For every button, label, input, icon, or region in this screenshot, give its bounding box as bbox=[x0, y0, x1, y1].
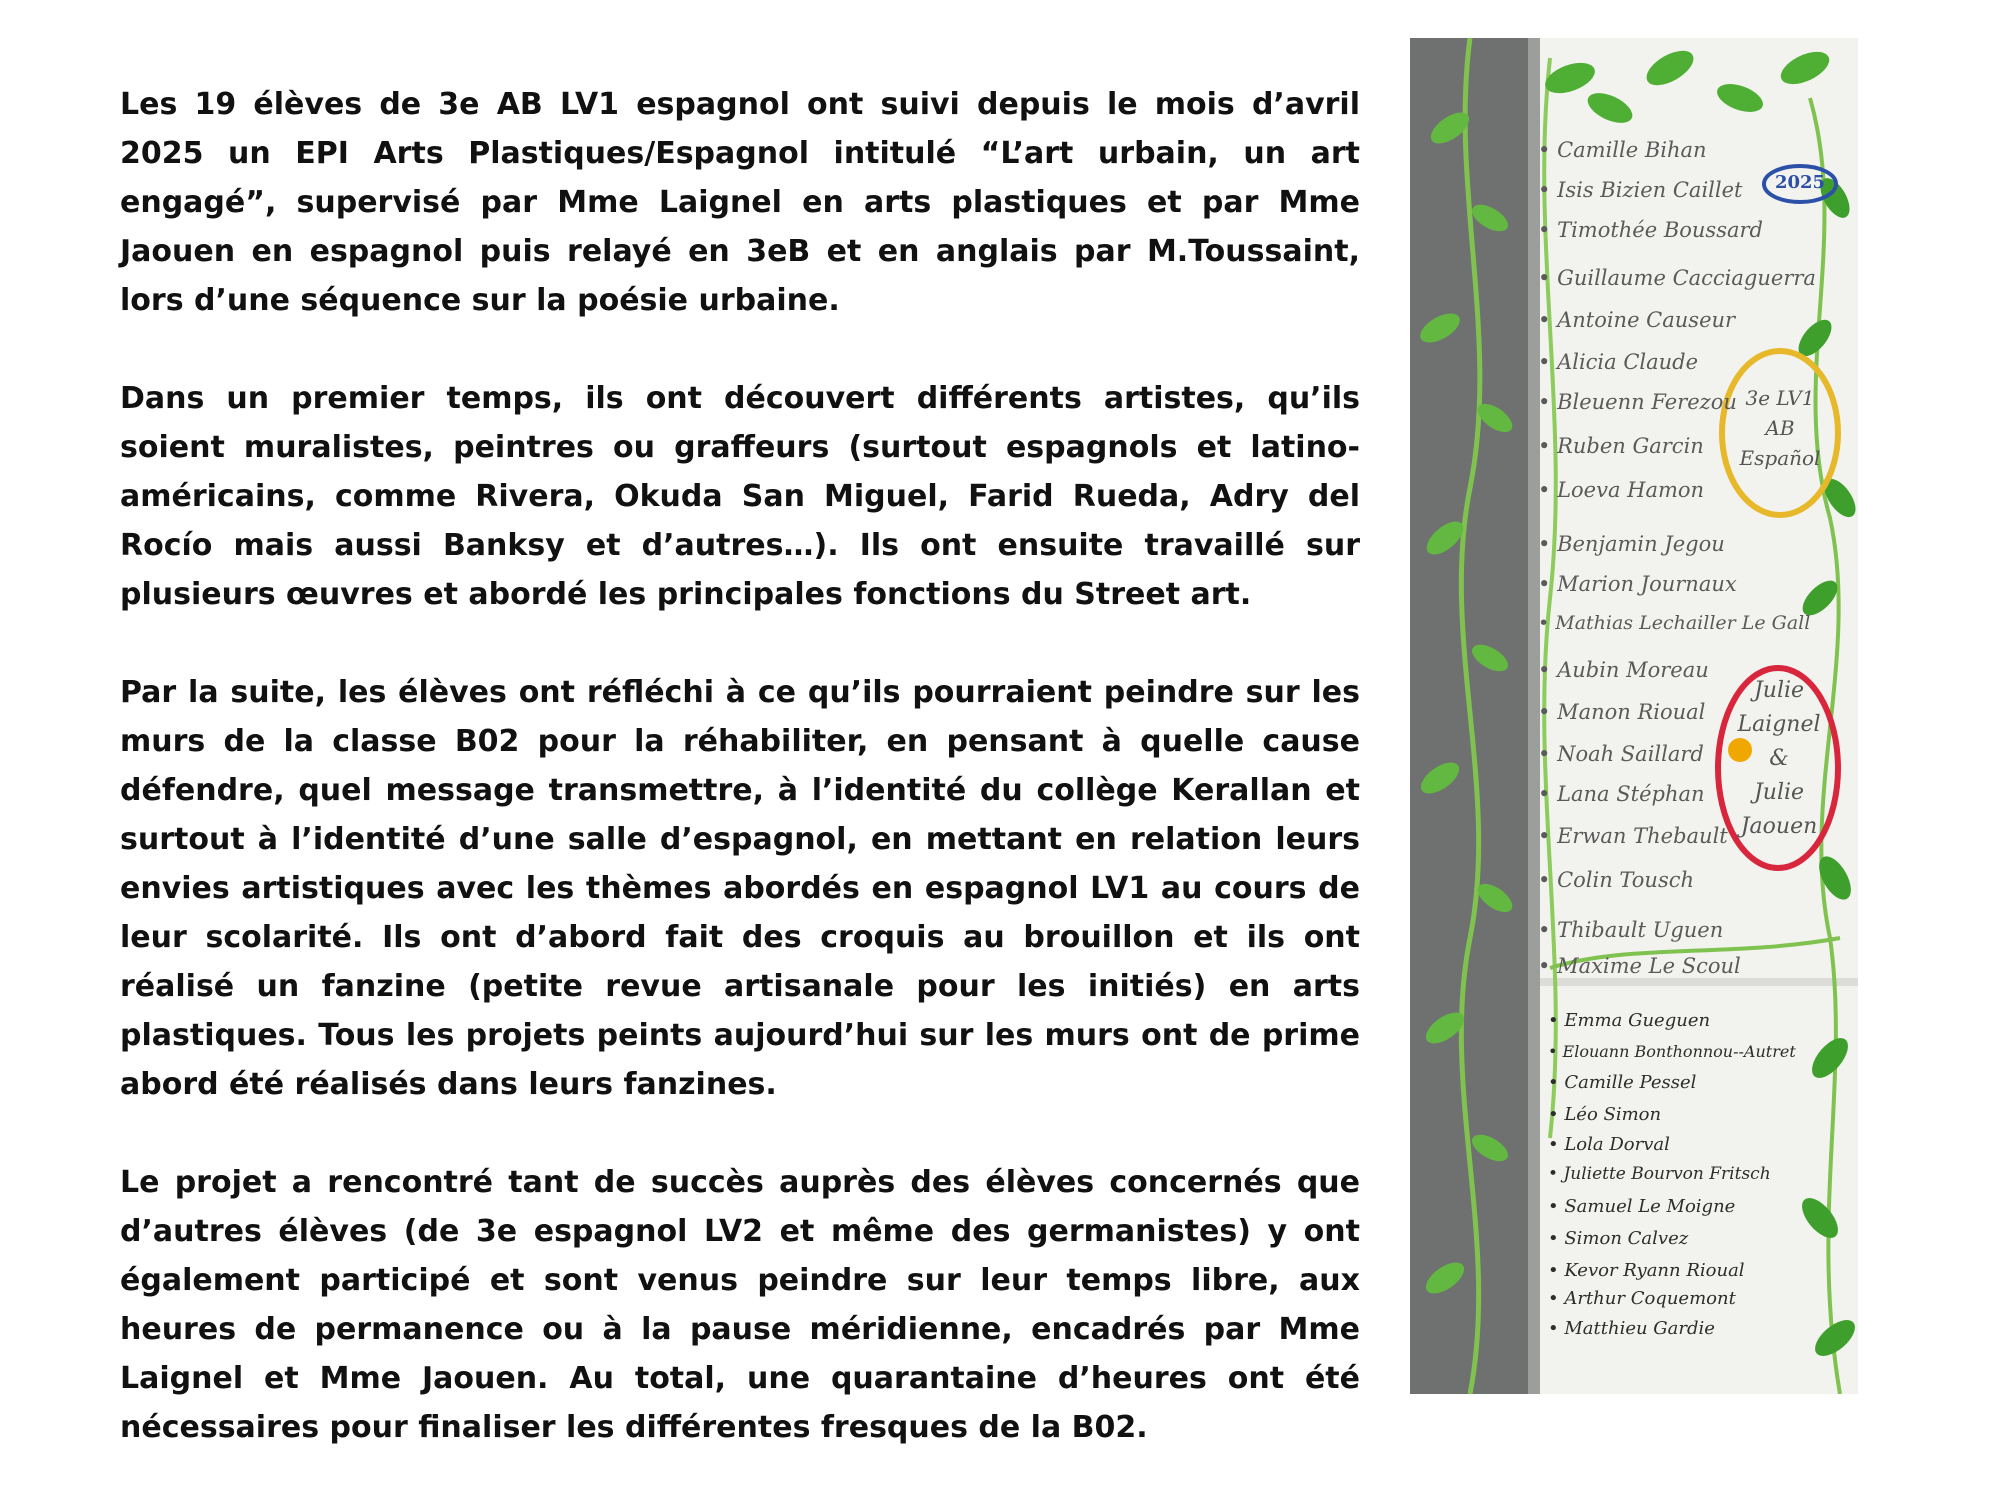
student-name: • Emma Gueguen bbox=[1548, 1010, 1710, 1031]
year-badge: 2025 bbox=[1774, 172, 1826, 193]
student-name: • Matthieu Gardie bbox=[1548, 1318, 1715, 1339]
student-name: • Timothée Boussard bbox=[1538, 218, 1763, 242]
teachers-badge-line: Laignel bbox=[1737, 712, 1821, 737]
student-name: • Camille Pessel bbox=[1548, 1072, 1696, 1093]
student-name: • Benjamin Jegou bbox=[1538, 532, 1725, 556]
student-name: • Noah Saillard bbox=[1538, 742, 1704, 766]
class-badge-line: Español bbox=[1739, 446, 1821, 470]
student-name: • Loeva Hamon bbox=[1538, 478, 1704, 502]
student-name: • Manon Rioual bbox=[1538, 700, 1705, 724]
student-name: • Guillaume Cacciaguerra bbox=[1538, 266, 1816, 290]
paragraph-artists: Dans un premier temps, ils ont découvert différents artistes, qu’ils soient muralistes, peintres ou graffeurs (surtout espagnols et latino-américains, comme Rivera, Okuda San Miguel, Farid Rueda, Adry del Rocío mais aussi Banksy et d’autres…). Ils ont ensuite travaillé sur plusieurs œuvres et abordé les principales fonctions du Street art. bbox=[120, 381, 1360, 612]
student-name: • Thibault Uguen bbox=[1538, 918, 1723, 942]
class-badge-line: 3e LV1 bbox=[1745, 386, 1815, 410]
article-text bbox=[120, 80, 1360, 1501]
student-name: • Simon Calvez bbox=[1548, 1228, 1688, 1249]
teachers-badge-line: Jaouen bbox=[1740, 814, 1818, 839]
student-name: • Samuel Le Moigne bbox=[1548, 1196, 1735, 1217]
paragraph-process: Par la suite, les élèves ont réfléchi à ce qu’ils pourraient peindre sur les murs de la classe B02 pour la réhabiliter, en pensant à quelle cause défendre, quel message transmettre, à l’identité du collège Kerallan et surtout à l’identité d’une salle d’espagnol, en mettant en relation leurs envies artistiques avec les thèmes abordés en espagnol LV1 au cours de leur scolarité. Ils ont d’abord fait des croquis au brouillon et ils ont réalisé un fanzine (petite revue artisanale pour les initiés) en arts plastiques. Tous les projets peints aujourd’hui sur les murs ont de prime abord été réalisés dans leurs fanzines. bbox=[120, 675, 1360, 1102]
student-name: • Maxime Le Scoul bbox=[1538, 954, 1741, 978]
mural-photo bbox=[1410, 38, 1858, 1394]
class-badge-line: AB bbox=[1765, 416, 1795, 440]
student-name: • Lana Stéphan bbox=[1538, 782, 1705, 806]
student-name: • Antoine Causeur bbox=[1538, 308, 1735, 332]
student-name: • Camille Bihan bbox=[1538, 138, 1707, 162]
student-name: • Alicia Claude bbox=[1538, 350, 1698, 374]
teachers-badge bbox=[1724, 674, 1834, 844]
student-name: • Colin Tousch bbox=[1538, 868, 1694, 892]
teachers-badge-line: Julie bbox=[1753, 678, 1805, 703]
student-name: • Bleuenn Ferezou bbox=[1538, 390, 1737, 414]
teachers-badge-line: & bbox=[1769, 746, 1789, 771]
student-name: • Kevor Ryann Rioual bbox=[1548, 1260, 1745, 1281]
paragraph-intro: Les 19 élèves de 3e AB LV1 espagnol ont suivi depuis le mois d’avril 2025 un EPI Arts Plastiques/Espagnol intitulé “L’art urbain, un art engagé”, supervisé par Mme Laignel en arts plastiques et par Mme Jaouen en espagnol puis relayé en 3eB et en anglais par M.Toussaint, lors d’une séquence sur la poésie urbaine. bbox=[120, 87, 1360, 318]
student-name: • Erwan Thebault bbox=[1538, 824, 1728, 848]
student-name: • Arthur Coquemont bbox=[1548, 1288, 1736, 1309]
student-name: • Isis Bizien Caillet bbox=[1538, 178, 1742, 202]
class-badge bbox=[1728, 383, 1832, 473]
teachers-badge-line: Julie bbox=[1753, 780, 1805, 805]
paragraph-success: Le projet a rencontré tant de succès auprès des élèves concernés que d’autres élèves (de 3e espagnol LV2 et même des germanistes) y ont également participé et sont venus peindre sur leur temps libre, aux heures de permanence ou à la pause méridienne, encadrés par Mme Laignel et Mme Jaouen. Au total, une quarantaine d’heures ont été nécessaires pour finaliser les différentes fresques de la B02. bbox=[120, 1165, 1360, 1445]
student-name: • Marion Journaux bbox=[1538, 572, 1737, 596]
student-name: • Lola Dorval bbox=[1548, 1134, 1670, 1155]
student-name: • Aubin Moreau bbox=[1538, 658, 1709, 682]
student-name: • Elouann Bonthonnou--Autret bbox=[1548, 1042, 1796, 1061]
student-name: • Ruben Garcin bbox=[1538, 434, 1704, 458]
student-name: • Léo Simon bbox=[1548, 1104, 1661, 1125]
student-name: • Mathias Lechailler Le Gall bbox=[1538, 612, 1810, 634]
student-name: • Juliette Bourvon Fritsch bbox=[1548, 1164, 1771, 1184]
